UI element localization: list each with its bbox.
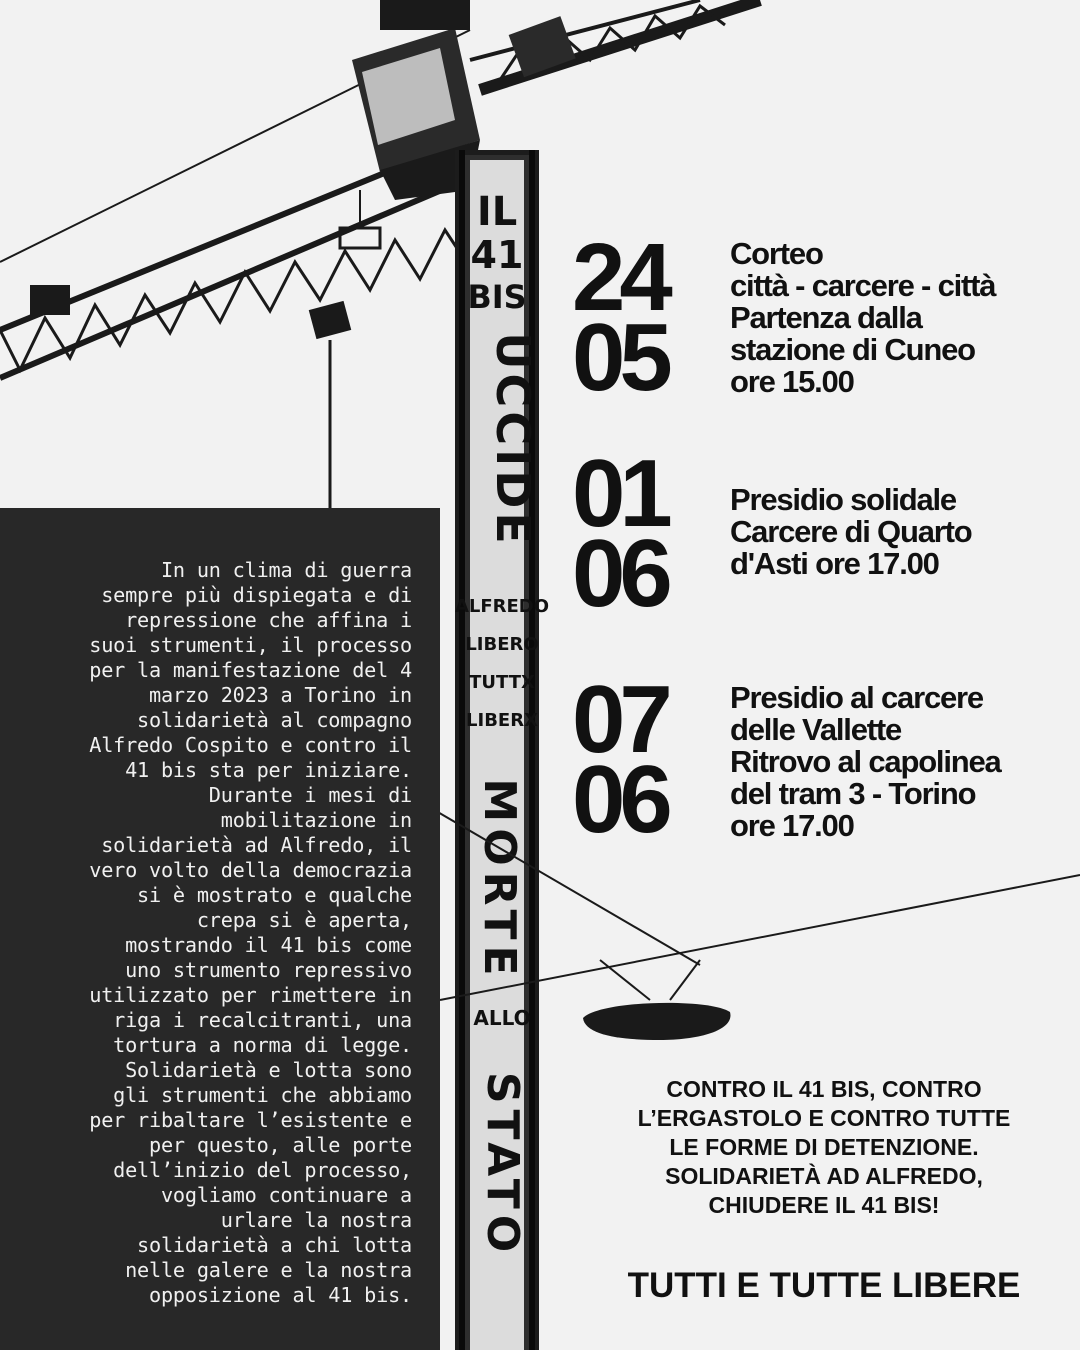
banner-word-5: LIBERX: [466, 710, 538, 731]
banner-word-8: STATO: [477, 1071, 528, 1259]
banner-word-7: ALLO: [473, 1006, 531, 1030]
event-3-date: [572, 666, 702, 853]
event-3-month: 06: [572, 746, 667, 853]
banner-word-3: LIBERO: [465, 634, 539, 655]
banner-word-4: TUTTX: [469, 672, 535, 693]
body-paragraph: In un clima di guerra sempre più dispiegata e di repressione che affina i suoi strumenti, il processo per la manifestazione del 4 marzo 2023 a Torino in solidarietà al compagno Alfredo Cospito e contro il 41 bis sta per iniziare. Durante i mesi di mobilitazione in solidarietà ad Alfredo, il vero volto della democrazia si è mostrato e qualche crepa si è aperta, mostrando il 41 bis come uno strumento repressivo utilizzato per rimettere in riga i recalcitranti, una tortura a norma di legge. Solidarietà e lotta sono gli strumenti che abbiamo per ribaltare l’esistente e per questo, alle porte dell’inizio del processo, vogliamo continuare a urlare la nostra solidarietà a chi lotta nelle galere e la nostra opposizione al 41 bis.: [89, 558, 412, 1307]
banner-line-3: BIS: [467, 278, 527, 316]
event-1-date: [572, 224, 702, 411]
event-1-day: 24: [572, 224, 667, 331]
event-1-month: 05: [572, 304, 667, 411]
event-1-description: Corteo città - carcere - città Partenza dalla stazione di Cuneo ore 15.00: [730, 236, 996, 399]
banner-word-6: MORTE: [474, 778, 525, 982]
banner-word-1: UCCIDE: [486, 332, 540, 548]
slogan: CONTRO IL 41 BIS, CONTRO L’ERGASTOLO E CONTRO TUTTE LE FORME DI DETENZIONE. SOLIDARIETÀ AD ALFREDO, CHIUDERE IL 41 BIS!: [637, 1076, 1011, 1218]
event-2-day: 01: [572, 440, 667, 547]
event-2-month: 06: [572, 520, 667, 627]
event-3-description: Presidio al carcere delle Vallette Ritrovo al capolinea del tram 3 - Torino ore 17.00: [730, 680, 1001, 843]
motto: TUTTI E TUTTE LIBERE: [627, 1266, 1021, 1305]
event-2-description: Presidio solidale Carcere di Quarto d'Asti ore 17.00: [730, 482, 972, 581]
banner-line-2: 41: [470, 233, 524, 277]
banner-line-1: IL: [476, 189, 518, 235]
banner-word-2: ALFREDO: [454, 596, 550, 617]
event-2-date: [572, 440, 702, 627]
event-3-day: 07: [572, 666, 667, 773]
